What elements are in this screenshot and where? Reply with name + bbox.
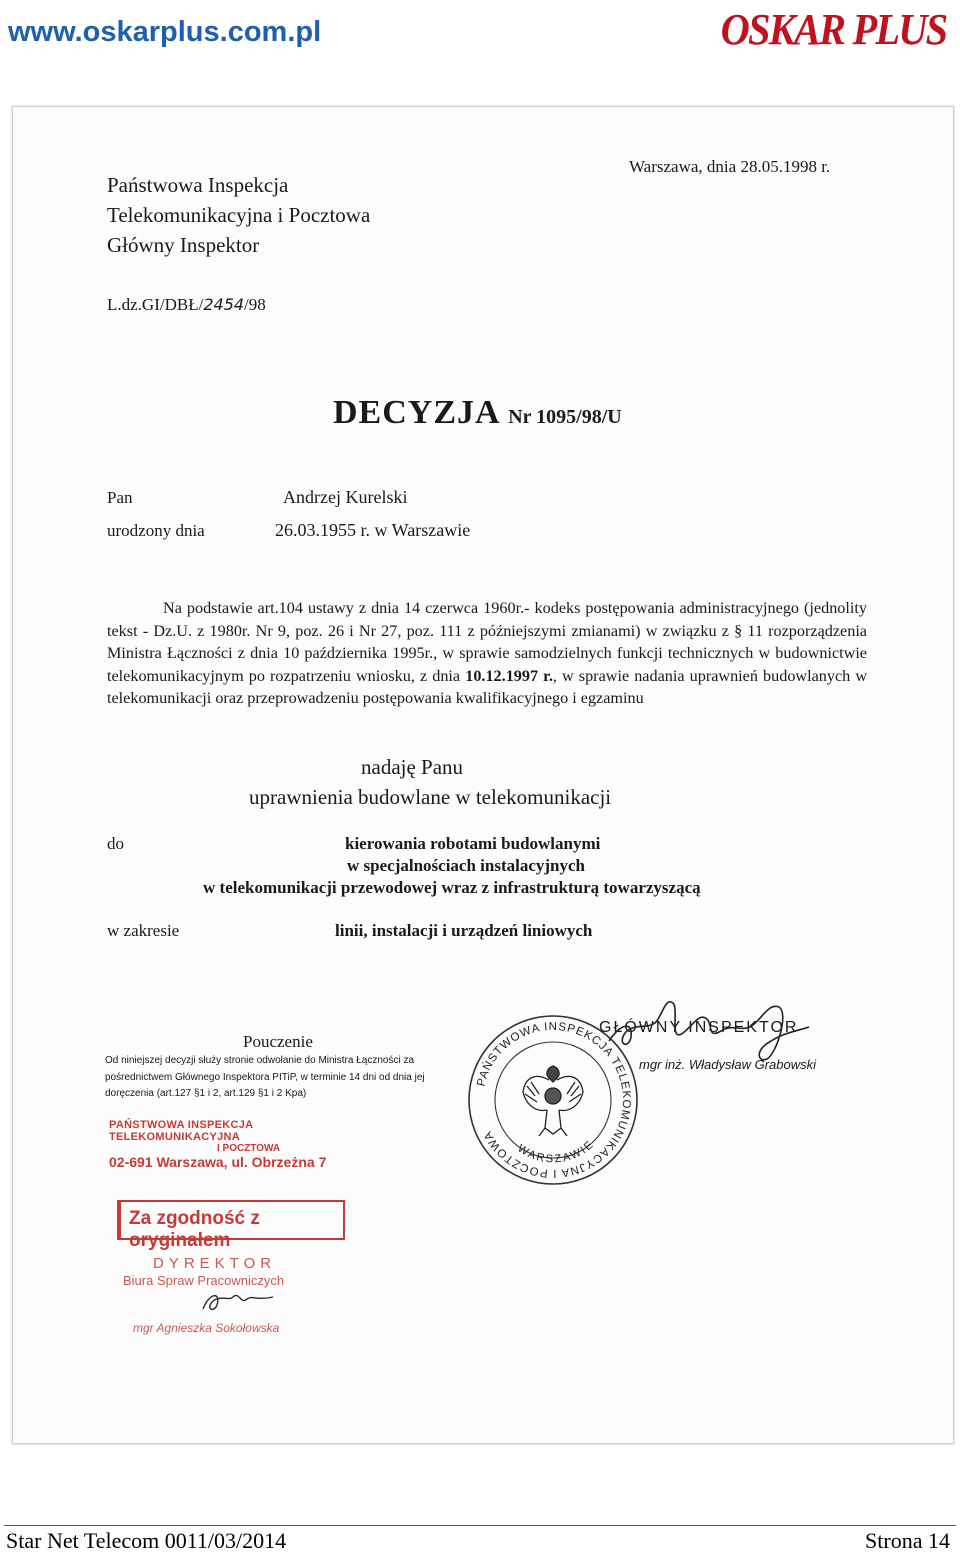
director-name: mgr Agnieszka Sokołowska xyxy=(133,1321,280,1335)
site-url-link[interactable]: www.oskarplus.com.pl xyxy=(8,16,322,48)
scanned-decision-document xyxy=(12,106,954,1444)
institution-address-stamp xyxy=(109,1119,369,1170)
footer-document-id: Star Net Telecom 0011/03/2014 xyxy=(6,1528,287,1553)
stamp-line-1: PAŃSTWOWA INSPEKCJA TELEKOMUNIKACYJNA xyxy=(109,1119,254,1143)
decision-title xyxy=(333,394,622,432)
decision-body-paragraph xyxy=(107,597,867,710)
zakres-value: linii, instalacji i urządzeń liniowych xyxy=(335,921,593,940)
pan-value: Andrzej Kurelski xyxy=(283,487,408,507)
zakres-label: w zakresie xyxy=(107,921,180,940)
white-eagle-emblem-icon xyxy=(523,1066,583,1136)
oskar-plus-logo: OSKAR PLUS xyxy=(720,5,946,54)
reference-number xyxy=(107,295,266,315)
birth-value: 26.03.1955 r. w Warszawie xyxy=(275,520,471,540)
institution-line-3: Główny Inspektor xyxy=(107,233,260,257)
birth-label: urodzony dnia xyxy=(107,521,205,540)
copy-stamp-text: Za zgodność z oryginałem xyxy=(129,1208,260,1251)
institution-line-1: Państwowa Inspekcja xyxy=(107,173,289,197)
body-text-after-date: , w sprawie nadania uprawnień budowlanych w telekomunikacji oraz przeprowadzeniu postępowania kwalifikacyjnego i egzaminu xyxy=(107,666,868,707)
seal-city-text: WARSZAWIE xyxy=(515,1137,597,1166)
footer-page-number: Strona 14 xyxy=(865,1528,950,1553)
do-line-2: w specjalnościach instalacyjnych xyxy=(347,856,585,875)
reference-handwritten: 2454 xyxy=(203,295,245,314)
body-date: 10.12.1997 r. xyxy=(465,666,553,685)
director-title: DYREKTOR xyxy=(153,1255,277,1272)
stamp-line-3: 02-691 Warszawa, ul. Obrzeżna 7 xyxy=(109,1154,327,1170)
body-text-before-date: Na podstawie art.104 ustawy z dnia 14 czerwca 1960r.- kodeks postępowania administracyjnego (jednolity tekst - Dz.U. z 1980r. Nr 9, poz. 26 i Nr 27, poz. 111 z późniejszymi zmianami) w związku z § 11 rozporządzenia Ministra Łączności z dnia 10 października 1995r., w sprawie samodzielnych funkcji technicznych w budownictwie telekomunikacyjnym po rozpatrzeniu wniosku, z dnia xyxy=(107,599,867,685)
decision-title-word: DECYZJA xyxy=(333,394,499,431)
do-line-3: w telekomunikacji przewodowej wraz z infrastrukturą towarzyszącą xyxy=(203,878,701,897)
grant-line-1: nadaję Panu xyxy=(361,755,464,779)
reference-prefix: L.dz.GI/DBŁ/ xyxy=(107,295,204,314)
do-label: do xyxy=(107,834,124,853)
pouczenie-title: Pouczenie xyxy=(243,1032,313,1051)
decision-number: Nr 1095/98/U xyxy=(508,406,622,428)
copy-conformity-stamp xyxy=(117,1200,345,1251)
inspector-name: mgr inż. Władysław Grabowski xyxy=(639,1057,816,1072)
director-office: Biura Spraw Pracowniczych xyxy=(123,1273,285,1288)
document-date: Warszawa, dnia 28.05.1998 r. xyxy=(629,157,831,176)
stamp-line-2: I POCZTOWA xyxy=(217,1143,281,1154)
pan-label: Pan xyxy=(107,488,133,507)
grant-line-2: uprawnienia budowlane w telekomunikacji xyxy=(249,785,612,809)
institution-line-2: Telekomunikacyjna i Pocztowa xyxy=(107,203,371,227)
seal-ring-text: PAŃSTWOWA INSPEKCJA TELEKOMUNIKACYJNA I POCZTOWA xyxy=(475,1020,633,1180)
do-line-1: kierowania robotami budowlanymi xyxy=(345,834,601,853)
director-signature xyxy=(199,1287,279,1317)
inspector-title: GŁÓWNY INSPEKTOR xyxy=(599,1019,799,1036)
reference-suffix: /98 xyxy=(244,295,266,314)
footer-divider xyxy=(4,1525,956,1526)
inspector-signature xyxy=(603,993,813,1063)
pouczenie-text: Od niniejszej decyzji służy stronie odwołanie do Ministra Łączności za pośrednictwem Głównego Inspektora PITiP, w terminie 14 dni od dnia jej doręczenia (art.127 §1 i 2, art.129 §1 i 2 Kpa) xyxy=(105,1055,425,1099)
